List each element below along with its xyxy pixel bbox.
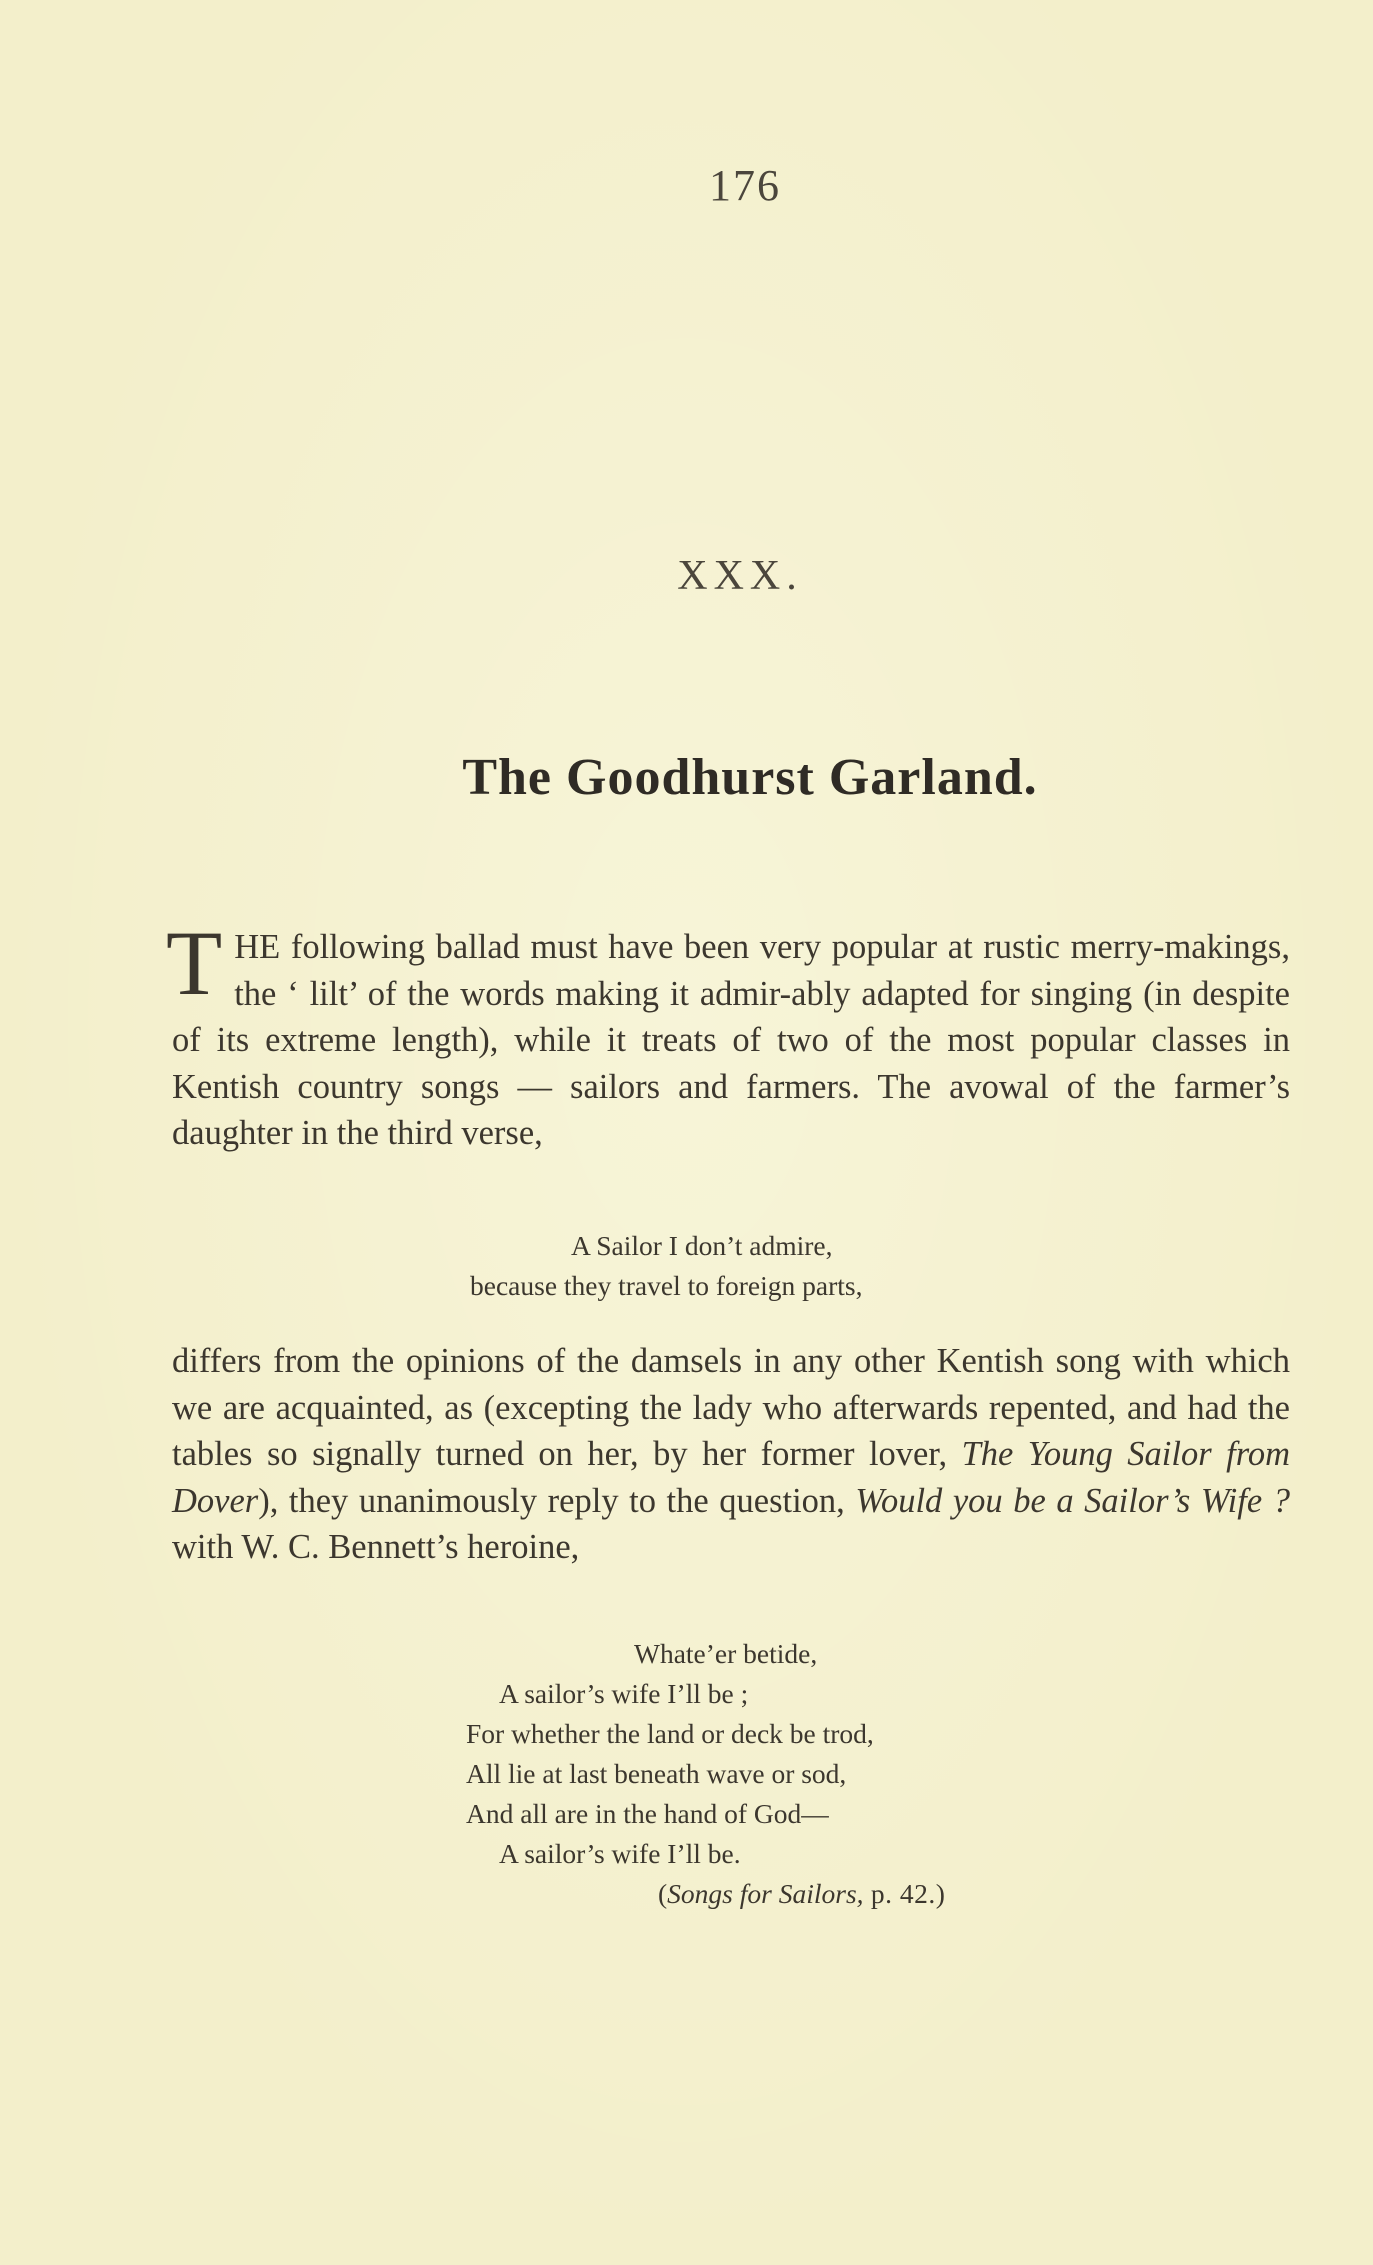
quoted-verse-line-2: because they travel to foreign parts,: [470, 1270, 863, 1301]
poem-line: All lie at last beneath wave or sod,: [466, 1758, 847, 1789]
poem-citation: [658, 1878, 945, 1910]
intro-paragraph: [166, 912, 1290, 1157]
body-text-2: ), they unanimously reply to the question,: [258, 1481, 856, 1520]
body-text-3: with W. C. Bennett’s heroine,: [172, 1528, 580, 1566]
poem-line: A sailor’s wife I’ll be.: [499, 1838, 741, 1869]
intro-text: HE following ballad must have been very popular at rustic merry-makings, the ‘ lilt’ of the words making it admir-ably adapted for singing (in despite of its extreme length), while it treats of two of the most popular classes in Kentish country songs — sailors and farmers. The avowal of the farmer’s daughter in the third verse,: [172, 928, 1290, 1152]
ballad-title: The Goodhurst Garland.: [462, 749, 1038, 806]
quoted-verse-line-1: A Sailor I don’t admire,: [571, 1230, 833, 1261]
citation-page: p. 42.): [863, 1878, 946, 1909]
chapter-number: XXX.: [677, 553, 803, 599]
title-reference-young-sailor: The Young Sailor from Dover: [172, 1435, 1291, 1520]
body-paragraph: [172, 1338, 1290, 1571]
citation-source: Songs for Sailors,: [667, 1878, 864, 1909]
poem-line: Whate’er betide,: [634, 1638, 818, 1669]
poem-line: And all are in the hand of God—: [466, 1798, 829, 1829]
body-text-1: differs from the opinions of the damsels in any other Kentish song with which we are acquainted, as (excepting the lady who afterwards repented, and had the tables so signally turned on her, by her former lover,: [172, 1342, 1290, 1473]
poem-line: A sailor’s wife I’ll be ;: [499, 1678, 749, 1709]
title-reference-sailors-wife: Would you be a Sailor’s Wife ?: [855, 1481, 1290, 1520]
page-number: 176: [709, 161, 781, 210]
drop-cap: T: [166, 912, 223, 1014]
citation-open: (: [658, 1878, 668, 1909]
poem-line: For whether the land or deck be trod,: [466, 1718, 874, 1749]
